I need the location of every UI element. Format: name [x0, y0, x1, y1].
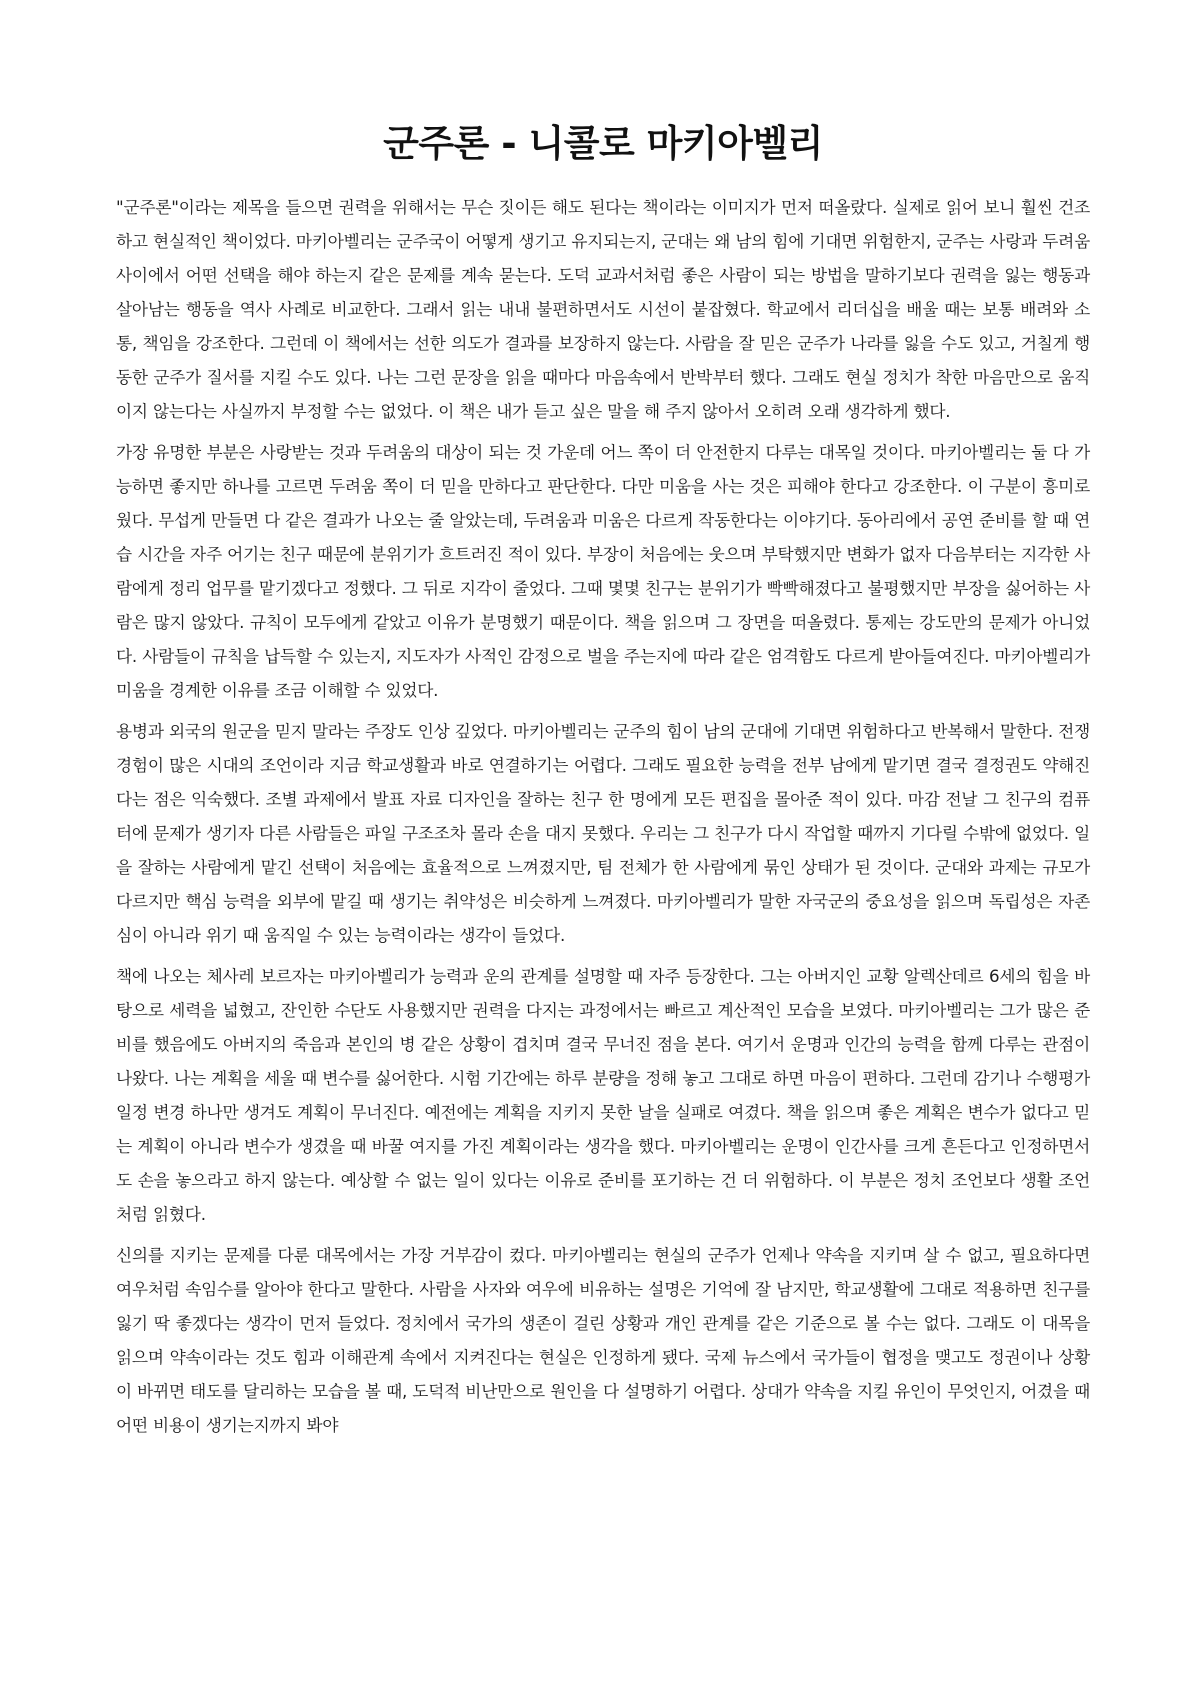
paragraph: "군주론"이라는 제목을 들으면 권력을 위해서는 무슨 짓이든 해도 된다는 책이라는 이미지가 먼저 떠올랐다. 실제로 읽어 보니 훨씬 건조하고 현실적인 책이었다. 마키아벨리는 군주국이 어떻게 생기고 유지되는지, 군대는 왜 남의 힘에 기대면 위험한지, 군주는 사랑과 두려움 사이에서 어떤 선택을 해야 하는지 같은 문제를 계속 묻는다. 도덕 교과서처럼 좋은 사람이 되는 방법을 말하기보다 권력을 잃는 행동과 살아남는 행동을 역사 사례로 비교한다. 그래서 읽는 내내 불편하면서도 시선이 붙잡혔다. 학교에서 리더십을 배울 때는 보통 배려와 소통, 책임을 강조한다. 그런데 이 책에서는 선한 의도가 결과를 보장하지 않는다. 사람을 잘 믿은 군주가 나라를 잃을 수도 있고, 거칠게 행동한 군주가 질서를 지킬 수도 있다. 나는 그런 문장을 읽을 때마다 마음속에서 반박부터 했다. 그래도 현실 정치가 착한 마음만으로 움직이지 않는다는 사실까지 부정할 수는 없었다. 이 책은 내가 듣고 싶은 말을 해 주지 않아서 오히려 오래 생각하게 했다. — [116, 197, 1090, 421]
paragraph: 용병과 외국의 원군을 믿지 말라는 주장도 인상 깊었다. 마키아벨리는 군주의 힘이 남의 군대에 기대면 위험하다고 반복해서 말한다. 전쟁 경험이 많은 시대의 조언이라 지금 학교생활과 바로 연결하기는 어렵다. 그래도 필요한 능력을 전부 남에게 맡기면 결국 결정권도 약해진다는 점은 익숙했다. 조별 과제에서 발표 자료 디자인을 잘하는 친구 한 명에게 모든 편집을 몰아준 적이 있다. 마감 전날 그 친구의 컴퓨터에 문제가 생기자 다른 사람들은 파일 구조조차 몰라 손을 대지 못했다. 우리는 그 친구가 다시 작업할 때까지 기다릴 수밖에 없었다. 일을 잘하는 사람에게 맡긴 선택이 처음에는 효율적으로 느껴졌지만, 팀 전체가 한 사람에게 묶인 상태가 된 것이다. 군대와 과제는 규모가 다르지만 핵심 능력을 외부에 맡길 때 생기는 취약성은 비슷하게 느껴졌다. 마키아벨리가 말한 자국군의 중요성을 읽으며 독립성은 자존심이 아니라 위기 때 움직일 수 있는 능력이라는 생각이 들었다. — [116, 721, 1090, 945]
document-body — [116, 190, 1090, 1442]
document-title: 군주론 - 니콜로 마키아벨리 — [383, 122, 823, 165]
paragraph: 가장 유명한 부분은 사랑받는 것과 두려움의 대상이 되는 것 가운데 어느 쪽이 더 안전한지 다루는 대목일 것이다. 마키아벨리는 둘 다 가능하면 좋지만 하나를 고르면 두려움 쪽이 더 믿을 만하다고 판단한다. 다만 미움을 사는 것은 피해야 한다고 강조한다. 이 구분이 흥미로웠다. 무섭게 만들면 다 같은 결과가 나오는 줄 알았는데, 두려움과 미움은 다르게 작동한다는 이야기다. 동아리에서 공연 준비를 할 때 연습 시간을 자주 어기는 친구 때문에 분위기가 흐트러진 적이 있다. 부장이 처음에는 웃으며 부탁했지만 변화가 없자 다음부터는 지각한 사람에게 정리 업무를 맡기겠다고 정했다. 그 뒤로 지각이 줄었다. 그때 몇몇 친구는 분위기가 빡빡해졌다고 불평했지만 부장을 싫어하는 사람은 많지 않았다. 규칙이 모두에게 같았고 이유가 분명했기 때문이다. 책을 읽으며 그 장면을 떠올렸다. 통제는 강도만의 문제가 아니었다. 사람들이 규칙을 납득할 수 있는지, 지도자가 사적인 감정으로 벌을 주는지에 따라 같은 엄격함도 다르게 받아들여진다. 마키아벨리가 미움을 경계한 이유를 조금 이해할 수 있었다. — [116, 442, 1090, 700]
paragraph: 신의를 지키는 문제를 다룬 대목에서는 가장 거부감이 컸다. 마키아벨리는 현실의 군주가 언제나 약속을 지키며 살 수 없고, 필요하다면 여우처럼 속임수를 알아야 한다고 말한다. 사람을 사자와 여우에 비유하는 설명은 기억에 잘 남지만, 학교생활에 그대로 적용하면 친구를 잃기 딱 좋겠다는 생각이 먼저 들었다. 정치에서 국가의 생존이 걸린 상황과 개인 관계를 같은 기준으로 볼 수는 없다. 그래도 이 대목을 읽으며 약속이라는 것도 힘과 이해관계 속에서 지켜진다는 현실은 인정하게 됐다. 국제 뉴스에서 국가들이 협정을 맺고도 정권이나 상황이 바뀌면 태도를 달리하는 모습을 볼 때, 도덕적 비난만으로 원인을 다 설명하기 어렵다. 상대가 약속을 지킬 유인이 무엇인지, 어겼을 때 어떤 비용이 생기는지까지 봐야 — [116, 1245, 1090, 1435]
paragraph: 책에 나오는 체사레 보르자는 마키아벨리가 능력과 운의 관계를 설명할 때 자주 등장한다. 그는 아버지인 교황 알렉산데르 6세의 힘을 바탕으로 세력을 넓혔고, 잔인한 수단도 사용했지만 권력을 다지는 과정에서는 빠르고 계산적인 모습을 보였다. 마키아벨리는 그가 많은 준비를 했음에도 아버지의 죽음과 본인의 병 같은 상황이 겹치며 결국 무너진 점을 본다. 여기서 운명과 인간의 능력을 함께 다루는 관점이 나왔다. 나는 계획을 세울 때 변수를 싫어한다. 시험 기간에는 하루 분량을 정해 놓고 그대로 하면 마음이 편하다. 그런데 감기나 수행평가 일정 변경 하나만 생겨도 계획이 무너진다. 예전에는 계획을 지키지 못한 날을 실패로 여겼다. 책을 읽으며 좋은 계획은 변수가 없다고 믿는 계획이 아니라 변수가 생겼을 때 바꿀 여지를 가진 계획이라는 생각을 했다. 마키아벨리는 운명이 인간사를 크게 흔든다고 인정하면서도 손을 놓으라고 하지 않는다. 예상할 수 없는 일이 있다는 이유로 준비를 포기하는 건 더 위험하다. 이 부분은 정치 조언보다 생활 조언처럼 읽혔다. — [116, 966, 1090, 1224]
